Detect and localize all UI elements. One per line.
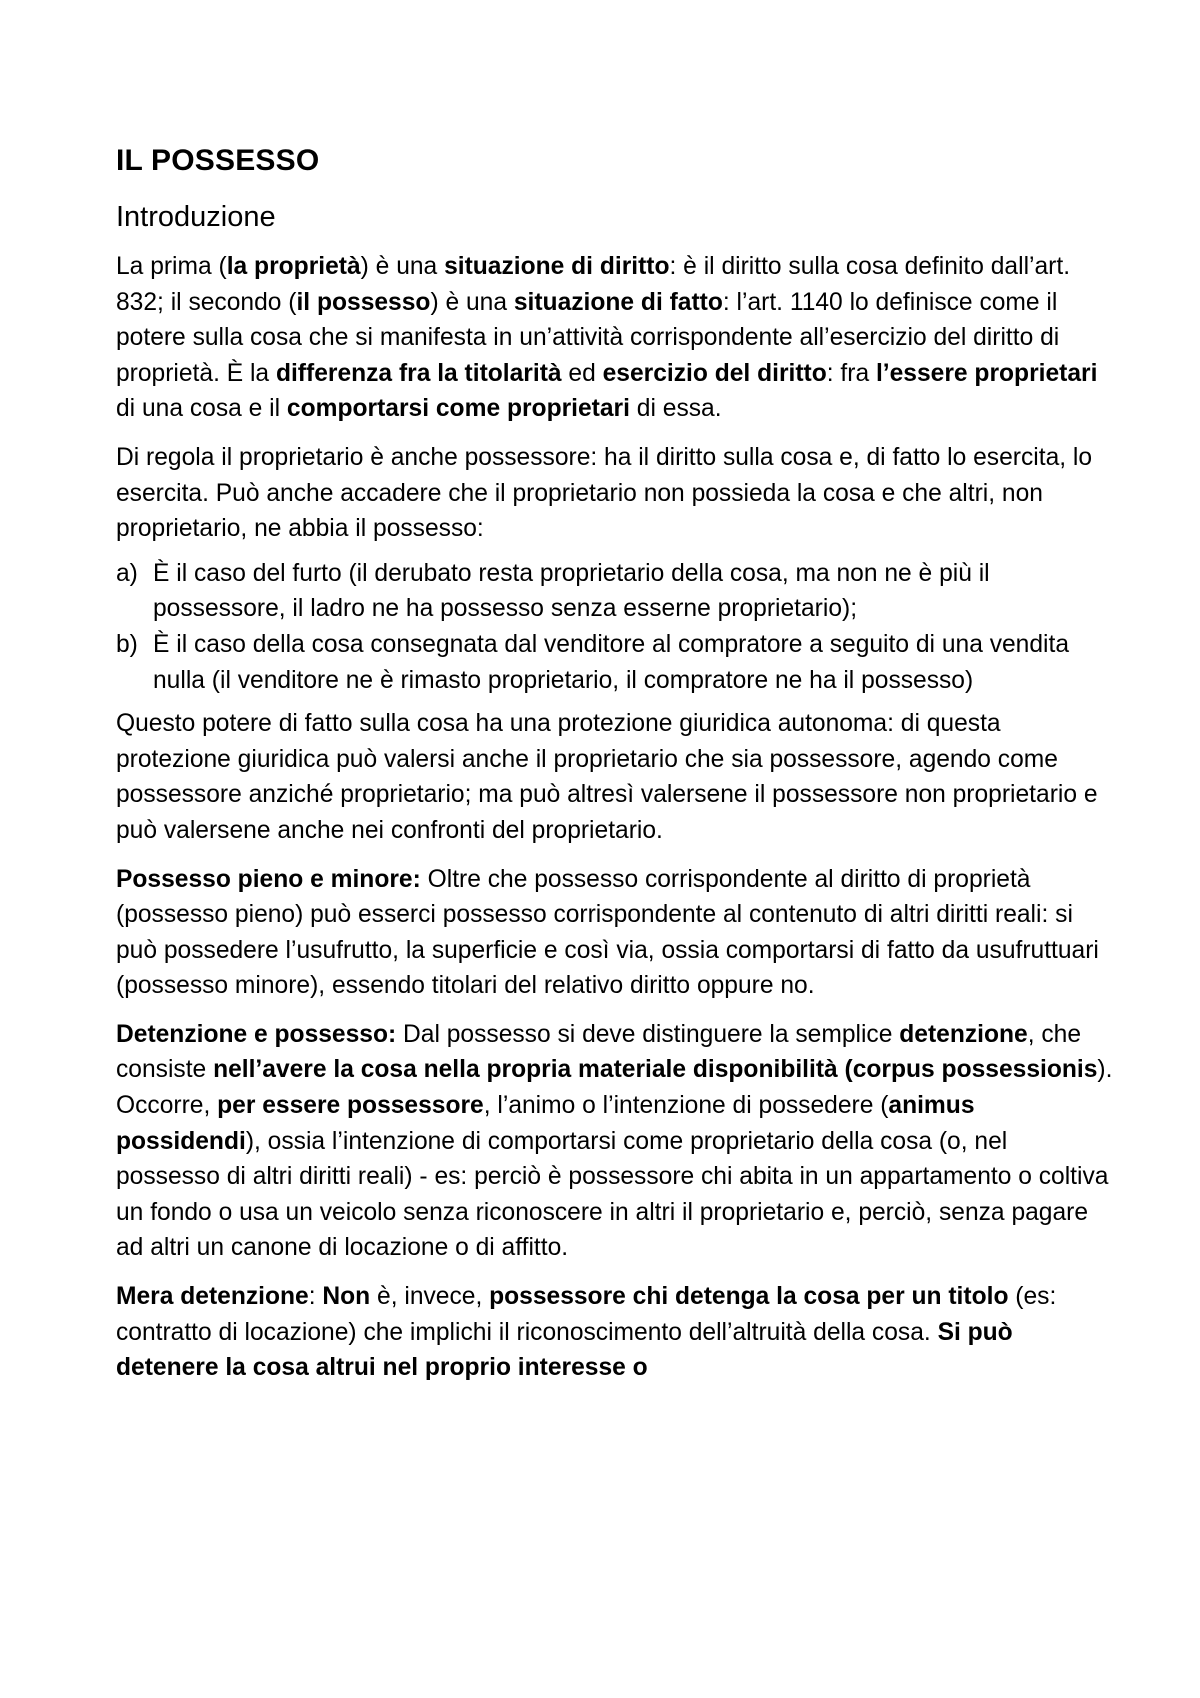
bold-text-run: Possesso pieno e minore: [116,865,421,893]
list-marker: b) [116,630,138,658]
bold-text-run: Mera detenzione [116,1283,309,1311]
document-title: IL POSSESSO [116,144,320,177]
bold-text-run: Non [322,1283,371,1311]
text-run: , l’animo o l’intenzione di possedere ( [483,1092,889,1120]
bold-text-run: animus possidendi [116,1092,975,1155]
section-heading: Introduzione [116,201,276,233]
paragraph-protection: Questo potere di fatto sulla cosa ha una protezione giuridica autonoma: di questa protezione giuridica può valersi anche il proprietario che sia possessore, agendo come possessore anziché proprietario; ma può altresì valersene il possessore non proprietario e può valersene anche nei confronti del proprietario. [116,710,1098,844]
bold-text-run: situazione di diritto [444,253,670,280]
text-run: : [308,1283,323,1311]
bold-text-run: possessore chi detenga la cosa per un titolo [489,1283,1009,1311]
text-run: ), ossia l’intenzione di comportarsi come proprietario della cosa (o, nel possesso di altri diritti reali) - es: perciò è possessore chi abita in un appartamento o coltiva un fondo o usa un veicolo senza riconoscere in altri il proprietario e, perciò, senza pagare ad altri un canone di locazione o di affitto. [116,1127,1109,1262]
bold-text-run: Detenzione e possesso: [116,1020,397,1048]
text-run: La prima ( [116,253,227,280]
paragraph-rule: Di regola il proprietario è anche possessore: ha il diritto sulla cosa e, di fatto lo esercita, lo esercita. Può anche accadere che il proprietario non possieda la cosa e che altri, non proprietario, ne abbia il possesso: [116,443,1093,543]
text-run: , che consiste [116,1020,1082,1084]
text-run: ). Occorre, [116,1056,1113,1120]
list-item-text: È il caso del furto (il derubato resta proprietario della cosa, ma non ne è più il possessore, il ladro ne ha possesso senza esserne proprietario); [153,559,990,623]
text-run: (es: contratto di locazione) che implichi il riconoscimento dell’altruità della cosa. [116,1283,1057,1346]
bold-text-run: nell’avere la cosa nella propria materiale disponibilità (corpus possessionis [213,1056,1098,1084]
paragraph-intro [116,249,1116,427]
list-marker: a) [116,559,138,587]
text-run: Oltre che possesso corrispondente al diritto di proprietà (possesso pieno) può esserci possesso corrispondente al contenuto di altri diritti reali: si può possedere l’usufrutto, la superficie e così via, ossia comportarsi di fatto da usufruttuari (possesso minore), essendo titolari del relativo diritto oppure no. [116,865,1099,1000]
text-run: ed [561,359,603,387]
text-run: ) è una [360,253,445,280]
text-run: : fra [826,359,876,387]
bold-text-run: Si può detenere la cosa altrui nel proprio interesse o [116,1318,1013,1382]
paragraph-detenzione [116,1017,1116,1266]
document-content [116,143,1116,1399]
bold-text-run: l’essere proprietari [875,359,1098,387]
list-item [116,556,1116,627]
bold-text-run: differenza fra la titolarità [275,359,562,387]
bold-text-run: la proprietà [226,253,361,280]
bold-text-run: per essere possessore [217,1092,484,1120]
text-run: di una cosa e il [116,395,287,423]
bold-text-run: esercizio del diritto [602,359,827,387]
text-run: : è il diritto sulla cosa definito dall’art. 832; il secondo ( [116,253,1071,316]
text-run: ) è una [430,288,514,316]
bold-text-run: situazione di fatto [513,288,723,316]
text-run: : l’art. 1140 lo definisce come il potere sulla cosa che si manifesta in un’attività corrispondente all’esercizio del diritto di proprietà. È la [116,288,1060,387]
text-run: è, invece, [370,1283,490,1311]
paragraph-mera-detenzione [116,1279,1116,1386]
case-list [116,556,1116,698]
list-item-text: È il caso della cosa consegnata dal venditore al compratore a seguito di una vendita nulla (il venditore ne è rimasto proprietario, il compratore ne ha il possesso) [153,630,1070,694]
paragraph-possesso-pieno [116,862,1116,1004]
text-run: di essa. [629,395,722,423]
bold-text-run: il possesso [296,288,431,316]
text-run: Dal possesso si deve distinguere la semplice [396,1020,900,1048]
bold-text-run: comportarsi come proprietari [286,395,630,423]
list-item [116,627,1116,698]
bold-text-run: detenzione [899,1020,1028,1048]
